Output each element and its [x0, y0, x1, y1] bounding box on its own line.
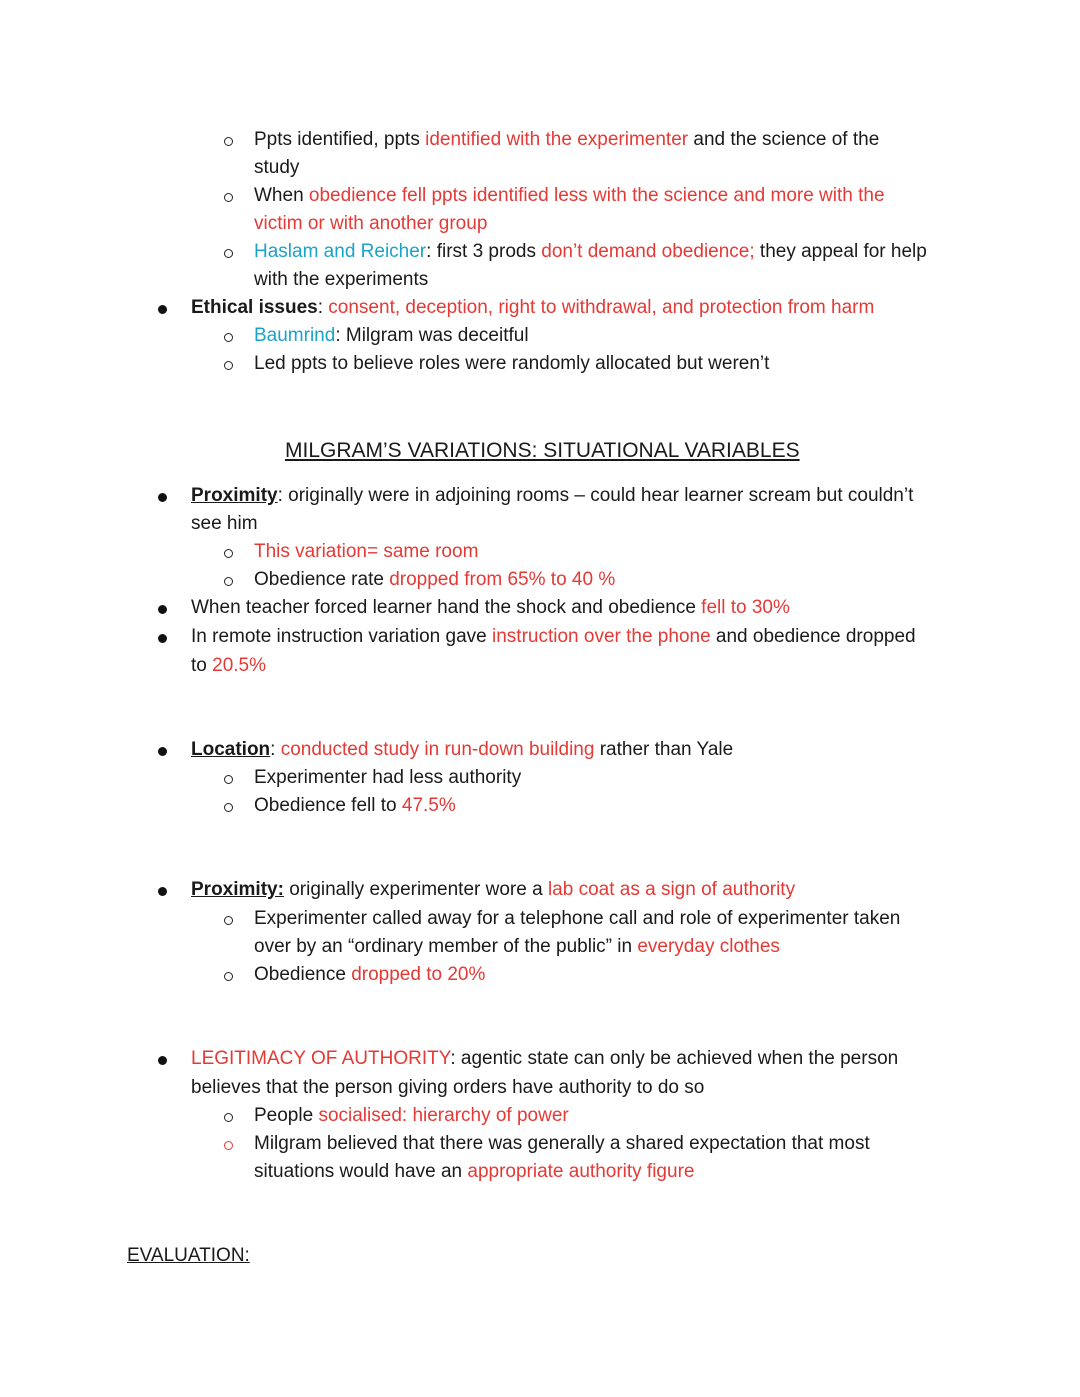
legitimacy-line: LEGITIMACY OF AUTHORITY: agentic state can only be achieved when the person [191, 1048, 899, 1069]
sub-bullet [224, 137, 233, 146]
bullet [158, 305, 167, 314]
same-room-line: This variation= same room [254, 541, 479, 562]
telephone-call-line-2: over by an “ordinary member of the public” in everyday clothes [254, 936, 780, 957]
sub-bullet [224, 803, 233, 812]
roles-line: Led ppts to believe roles were randomly allocated but weren’t [254, 353, 770, 374]
ethical-issues-line: Ethical issues: consent, deception, right to withdrawal, and protection from harm [191, 297, 875, 318]
ppts-identified-line-2: study [254, 157, 300, 178]
shared-expectation-line-2: situations would have an appropriate authority figure [254, 1161, 695, 1182]
sub-bullet [224, 249, 233, 258]
obedience-rate-line: Obedience rate dropped from 65% to 40 % [254, 569, 616, 590]
less-authority-line: Experimenter had less authority [254, 767, 522, 788]
bullet [158, 1056, 167, 1065]
ppts-identified-line: Ppts identified, ppts identified with the experimenter and the science of the [254, 129, 880, 150]
sub-bullet [224, 1113, 233, 1122]
section-heading: MILGRAM’S VARIATIONS: SITUATIONAL VARIABLES [285, 439, 800, 462]
shared-expectation-line: Milgram believed that there was generally a shared expectation that most [254, 1133, 870, 1154]
sub-bullet [224, 916, 233, 925]
proximity-uniform-line: Proximity: originally experimenter wore a lab coat as a sign of authority [191, 879, 796, 900]
bullet [158, 605, 167, 614]
sub-bullet [224, 193, 233, 202]
socialised-line: People socialised: hierarchy of power [254, 1105, 569, 1126]
proximity-line: Proximity: originally were in adjoining rooms – could hear learner scream but couldn’t [191, 485, 914, 506]
obedience-dropped-20-line: Obedience dropped to 20% [254, 964, 486, 985]
remote-line: In remote instruction variation gave instruction over the phone and obedience dropped [191, 626, 916, 647]
sub-bullet [224, 972, 233, 981]
haslam-reicher-line: Haslam and Reicher: first 3 prods don’t demand obedience; they appeal for help [254, 241, 927, 262]
proximity-line-2: see him [191, 513, 258, 534]
haslam-reicher-line-2: with the experiments [254, 269, 429, 290]
bullet [158, 493, 167, 502]
bullet [158, 634, 167, 643]
telephone-call-line: Experimenter called away for a telephone call and role of experimenter taken [254, 908, 901, 929]
bullet [158, 747, 167, 756]
sub-bullet [224, 333, 233, 342]
location-line: Location: conducted study in run-down building rather than Yale [191, 739, 734, 760]
legitimacy-line-2: believes that the person giving orders have authority to do so [191, 1077, 705, 1098]
sub-bullet [224, 361, 233, 370]
sub-bullet [224, 1141, 233, 1150]
evaluation-heading: EVALUATION: [127, 1245, 250, 1266]
remote-line-2: to 20.5% [191, 655, 266, 676]
sub-bullet [224, 577, 233, 586]
obedience-fell-line: When obedience fell ppts identified less with the science and more with the [254, 185, 885, 206]
obedience-fell-47-line: Obedience fell to 47.5% [254, 795, 456, 816]
sub-bullet [224, 775, 233, 784]
forced-line: When teacher forced learner hand the shock and obedience fell to 30% [191, 597, 790, 618]
sub-bullet [224, 549, 233, 558]
baumrind-line: Baumrind: Milgram was deceitful [254, 325, 529, 346]
obedience-fell-line-2: victim or with another group [254, 213, 488, 234]
bullet [158, 887, 167, 896]
